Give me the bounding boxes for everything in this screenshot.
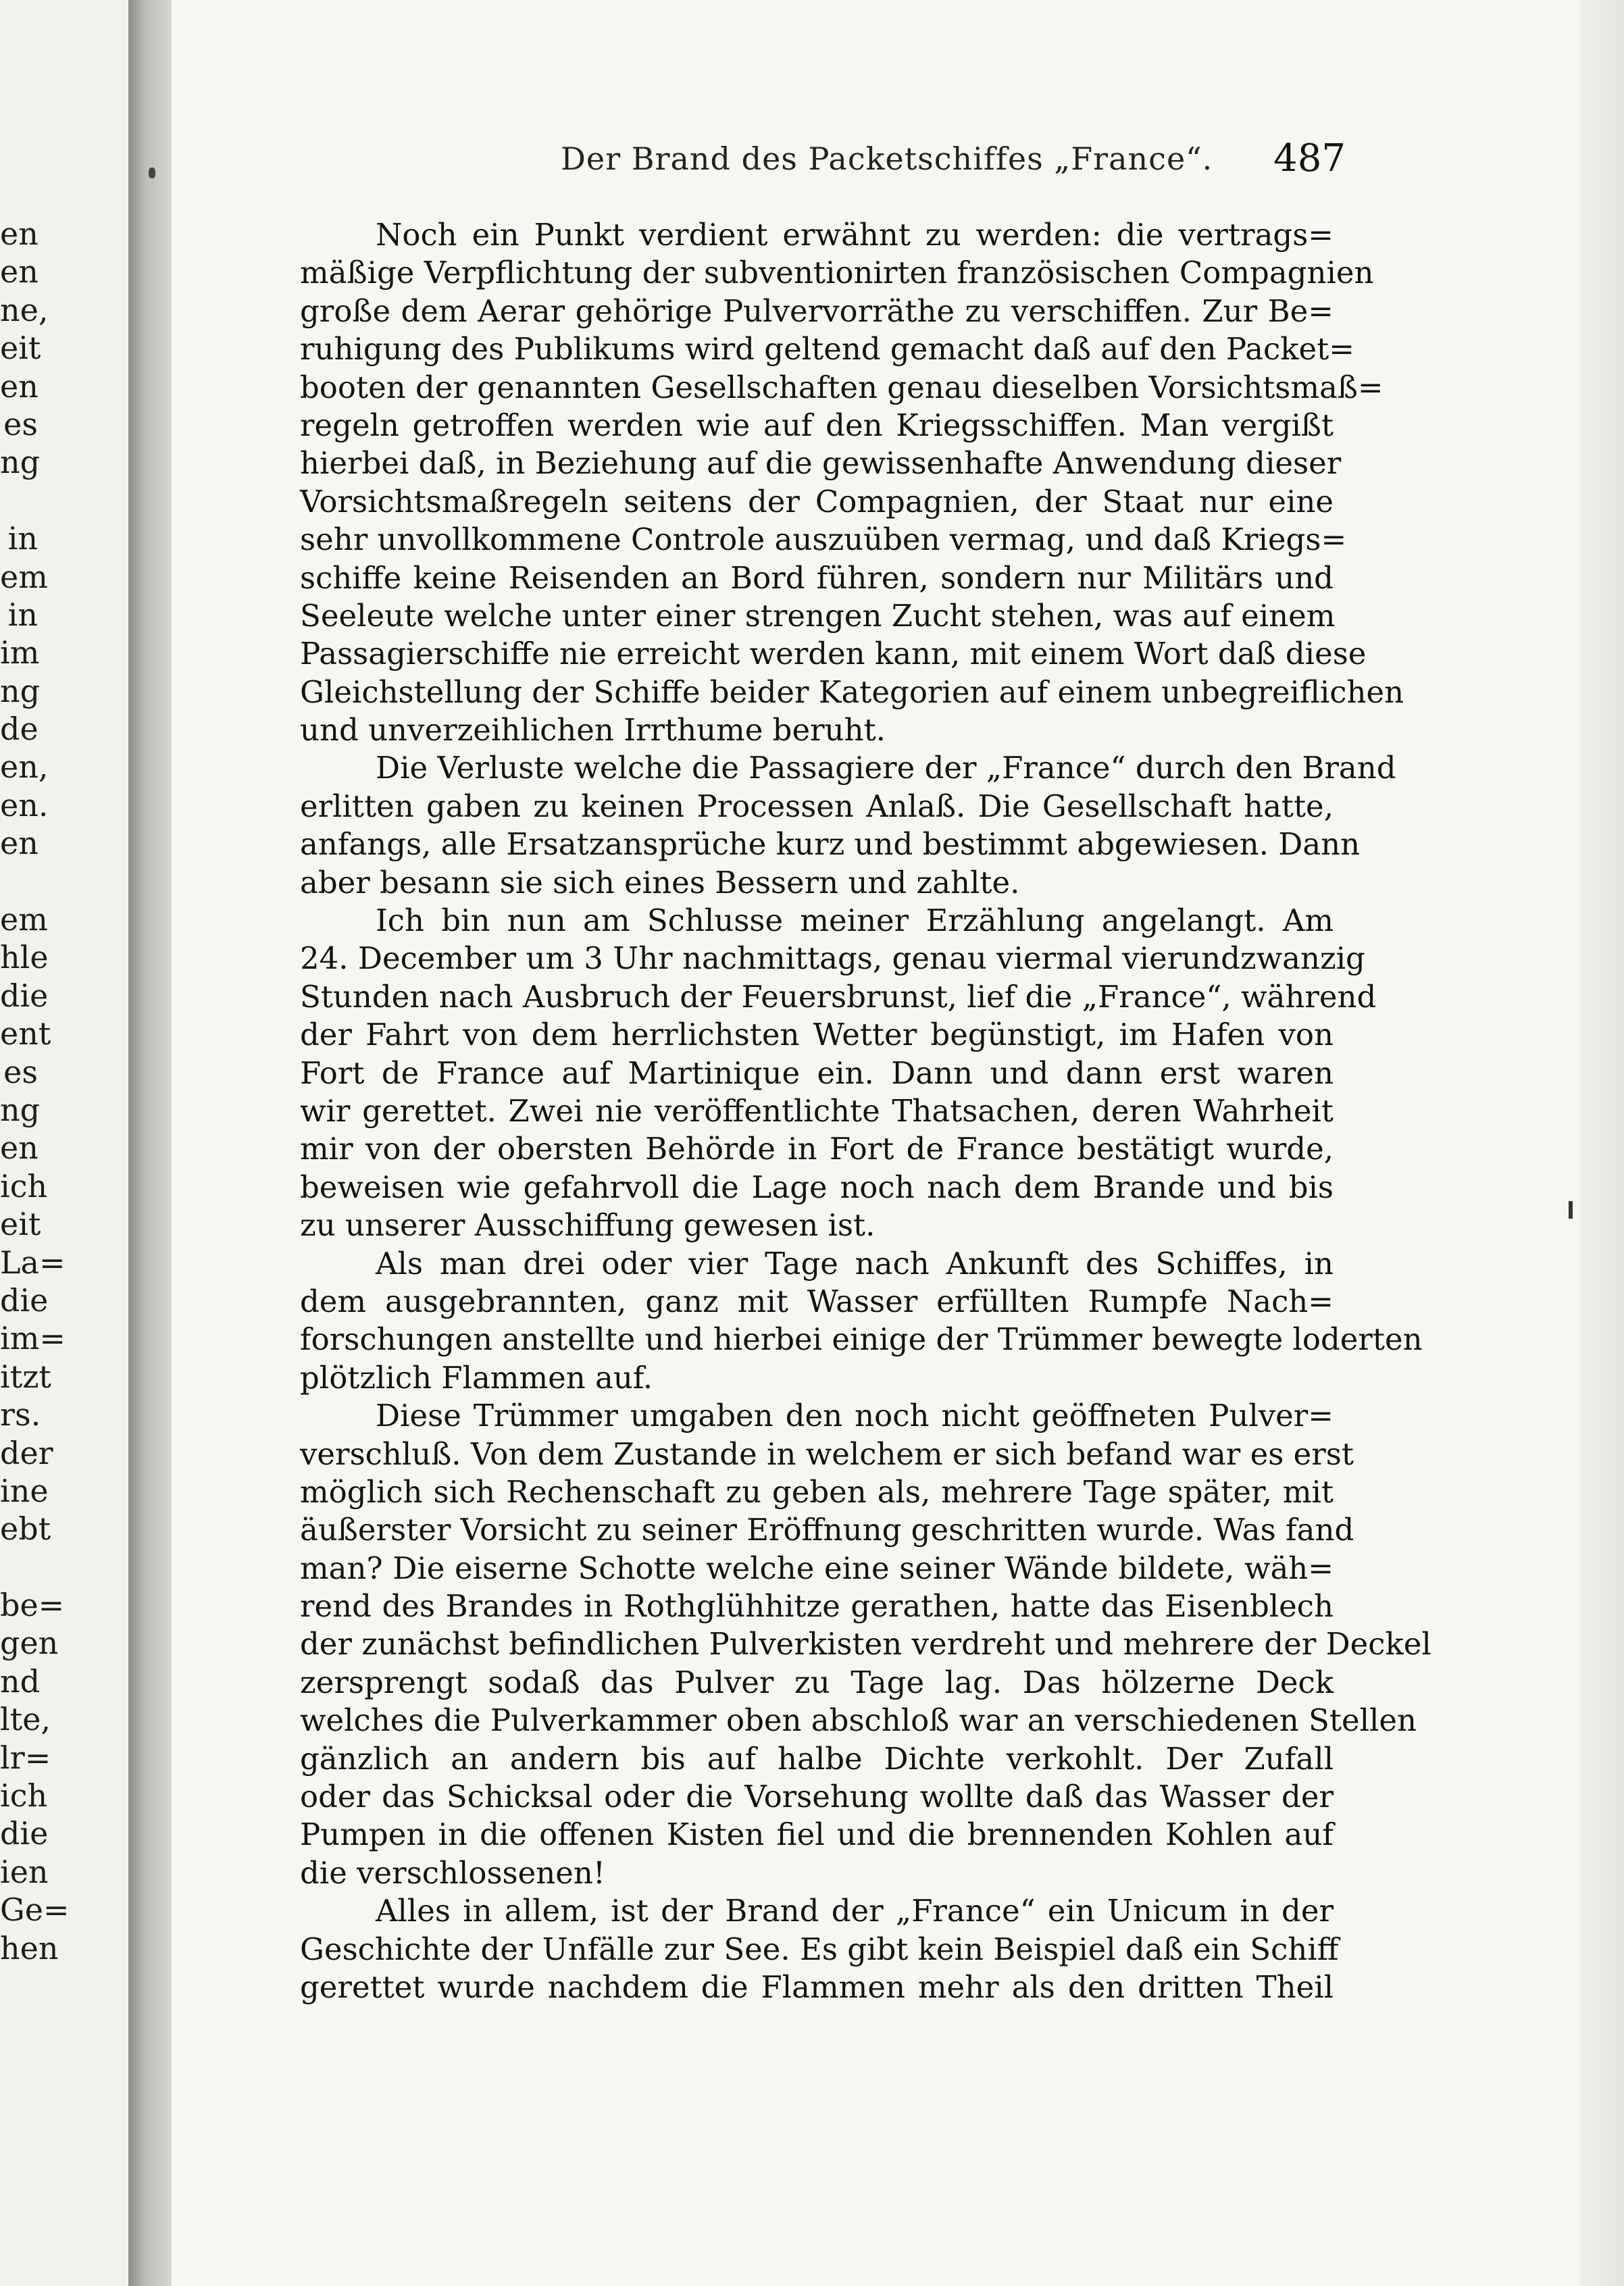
text-line: möglich sich Rechenschaft zu geben als, mehrere Tage später, mit bbox=[300, 1473, 1334, 1510]
previous-page-fragment: im bbox=[0, 634, 40, 671]
text-line: Passagierschiffe nie erreicht werden kann, mit einem Wort daß diese bbox=[300, 636, 1367, 672]
previous-page-fragment: en bbox=[0, 215, 39, 252]
book-gutter bbox=[128, 0, 172, 2286]
text-line: Als man drei oder vier Tage nach Ankunft des Schiffes, in bbox=[376, 1245, 1334, 1281]
text-line: hierbei daß, in Beziehung auf die gewissenhafte Anwendung dieser bbox=[300, 445, 1342, 482]
running-head: Der Brand des Packetschiffes „France“. bbox=[561, 141, 1213, 177]
previous-page-fragment: in bbox=[7, 596, 38, 633]
text-line: wir gerettet. Zwei nie veröffentlichte Thatsachen, deren Wahrheit bbox=[300, 1092, 1334, 1129]
previous-page-fragment: ng bbox=[0, 1091, 41, 1128]
text-line: der zunächst befindlichen Pulverkisten verdreht und mehrere der Deckel bbox=[300, 1626, 1431, 1662]
previous-page-fragment: hle bbox=[0, 939, 49, 976]
text-line: große dem Aerar gehörige Pulvervorräthe zu verschiffen. Zur Be= bbox=[300, 293, 1334, 329]
text-line: Seeleute welche unter einer strengen Zucht stehen, was auf einem bbox=[300, 597, 1336, 634]
text-line: regeln getroffen werden wie auf den Kriegsschiffen. Man vergißt bbox=[300, 407, 1334, 443]
previous-page-fragment: die bbox=[0, 1281, 49, 1319]
previous-page-fragment: em bbox=[0, 901, 48, 938]
text-line: Pumpen in die offenen Kisten fiel und die brennenden Kohlen auf bbox=[300, 1817, 1334, 1853]
previous-page-fragment: em bbox=[0, 558, 48, 595]
previous-page-fragment: ien bbox=[0, 1853, 49, 1890]
page-edge bbox=[1579, 0, 1624, 2286]
previous-page-fragment: ine bbox=[0, 1472, 49, 1509]
previous-page-fragment: en bbox=[0, 367, 39, 405]
text-line: schiffe keine Reisenden an Bord führen, sondern nur Militärs und bbox=[300, 559, 1334, 596]
text-line: Stunden nach Ausbruch der Feuersbrunst, lief die „France“, während bbox=[300, 978, 1377, 1015]
previous-page-fragment: ng bbox=[0, 444, 41, 481]
previous-page-fragment: ebt bbox=[0, 1510, 51, 1548]
previous-page-fragment: eit bbox=[0, 330, 41, 367]
previous-page-fragment bbox=[0, 863, 38, 900]
text-line: rend des Brandes in Rothglühhitze gerathen, hatte das Eisenblech bbox=[300, 1588, 1334, 1625]
text-line: Alles in allem, ist der Brand der „France“ ein Unicum in der bbox=[376, 1893, 1334, 1929]
previous-page-fragment: lte, bbox=[0, 1701, 51, 1738]
text-line: Fort de France auf Martinique ein. Dann und dann erst waren bbox=[300, 1055, 1334, 1091]
text-line: ruhigung des Publikums wird geltend gemacht daß auf den Packet= bbox=[300, 331, 1354, 367]
previous-page-fragment: en bbox=[0, 253, 39, 290]
text-line: gerettet wurde nachdem die Flammen mehr als den dritten Theil bbox=[300, 1968, 1334, 2005]
text-line: booten der genannten Gesellschaften genau dieselben Vorsichtsmaß= bbox=[300, 369, 1384, 405]
text-line: Gleichstellung der Schiffe beider Kategorien auf einem unbegreiflichen bbox=[300, 674, 1404, 710]
previous-page-fragment: de bbox=[0, 711, 39, 748]
previous-page-fragment: ne, bbox=[0, 291, 49, 328]
text-line: zersprengt sodaß das Pulver zu Tage lag. Das hölzerne Deck bbox=[300, 1664, 1334, 1700]
text-line: mir von der obersten Behörde in Fort de France bestätigt wurde, bbox=[300, 1131, 1334, 1167]
previous-page-fragment: die bbox=[0, 977, 49, 1014]
text-line: Vorsichtsmaßregeln seitens der Compagnien, der Staat nur eine bbox=[300, 483, 1334, 519]
previous-page-fragment bbox=[0, 482, 38, 519]
body-text bbox=[300, 216, 1431, 2006]
previous-page-fragment: ich bbox=[0, 1777, 48, 1814]
previous-page-fragment: itzt bbox=[0, 1358, 51, 1395]
previous-page-fragment: die bbox=[0, 1815, 49, 1852]
text-line: zu unserer Ausschiffung gewesen ist. bbox=[300, 1207, 876, 1244]
previous-page-fragment: be= bbox=[0, 1587, 65, 1624]
text-line: plötzlich Flammen auf. bbox=[300, 1359, 653, 1396]
previous-page-fragment: es bbox=[3, 1053, 38, 1090]
text-line: der Fahrt von dem herrlichsten Wetter begünstigt, im Hafen von bbox=[300, 1017, 1334, 1053]
previous-page-fragment: hen bbox=[0, 1929, 59, 1966]
previous-page-fragment: rs. bbox=[0, 1396, 41, 1433]
text-line: verschluß. Von dem Zustande in welchem er sich befand war es erst bbox=[300, 1436, 1354, 1472]
previous-page-fragment: im= bbox=[0, 1320, 66, 1357]
text-line: und unverzeihlichen Irrthume beruht. bbox=[300, 712, 886, 748]
previous-page-fragment: gen bbox=[0, 1625, 59, 1662]
previous-page-text-fragments bbox=[0, 215, 70, 1967]
text-line: anfangs, alle Ersatzansprüche kurz und bestimmt abgewiesen. Dann bbox=[300, 826, 1361, 863]
text-line: mäßige Verpflichtung der subventionirten französischen Compagnien bbox=[300, 255, 1374, 291]
ink-speck bbox=[149, 168, 155, 178]
previous-page-fragment: La= bbox=[0, 1244, 66, 1281]
previous-page-fragment: ent bbox=[0, 1015, 51, 1052]
previous-page bbox=[0, 0, 128, 2286]
previous-page-fragment: ich bbox=[0, 1167, 48, 1204]
previous-page-fragment: lr= bbox=[0, 1739, 51, 1776]
margin-mark bbox=[1569, 1201, 1573, 1219]
previous-page-fragment: en, bbox=[0, 748, 49, 786]
previous-page-fragment bbox=[0, 1548, 38, 1586]
previous-page-fragment: eit bbox=[0, 1206, 41, 1243]
text-line: die verschlossenen! bbox=[300, 1854, 605, 1891]
previous-page-fragment: in bbox=[7, 520, 38, 557]
text-line: Die Verluste welche die Passagiere der „France“ durch den Brand bbox=[376, 750, 1396, 786]
text-line: Ich bin nun am Schlusse meiner Erzählung angelangt. Am bbox=[376, 903, 1334, 939]
previous-page-fragment: der bbox=[0, 1434, 53, 1471]
text-line: sehr unvollkommene Controle auszuüben vermag, und daß Kriegs= bbox=[300, 522, 1347, 558]
text-line: man? Die eiserne Schotte welche eine seiner Wände bildete, wäh= bbox=[300, 1550, 1334, 1586]
text-line: dem ausgebrannten, ganz mit Wasser erfüllten Rumpfe Nach= bbox=[300, 1283, 1334, 1319]
text-line: aber besann sie sich eines Bessern und zahlte. bbox=[300, 864, 1020, 900]
previous-page-fragment: en bbox=[0, 825, 39, 862]
text-line: 24. December um 3 Uhr nachmittags, genau viermal vierundzwanzig bbox=[300, 940, 1365, 977]
previous-page-fragment: ng bbox=[0, 672, 41, 709]
text-line: Diese Trümmer umgaben den noch nicht geöffneten Pulver= bbox=[376, 1398, 1334, 1434]
previous-page-fragment: es bbox=[3, 405, 38, 442]
text-line: Noch ein Punkt verdient erwähnt zu werden: die vertrags= bbox=[376, 217, 1334, 253]
previous-page-fragment: Ge= bbox=[0, 1891, 70, 1929]
previous-page-fragment: nd bbox=[0, 1662, 41, 1700]
previous-page-fragment: en bbox=[0, 1129, 39, 1167]
text-line: forschungen anstellte und hierbei einige der Trümmer bewegte loderten bbox=[300, 1321, 1423, 1358]
page-number: 487 bbox=[1273, 136, 1346, 180]
text-line: welches die Pulverkammer oben abschloß war an verschiedenen Stellen bbox=[300, 1702, 1417, 1739]
text-line: äußerster Vorsicht zu seiner Eröffnung geschritten wurde. Was fand bbox=[300, 1512, 1354, 1548]
text-line: beweisen wie gefahrvoll die Lage noch nach dem Brande und bis bbox=[300, 1169, 1334, 1205]
text-line: gänzlich an andern bis auf halbe Dichte verkohlt. Der Zufall bbox=[300, 1740, 1334, 1777]
text-line: erlitten gaben zu keinen Processen Anlaß. Die Gesellschaft hatte, bbox=[300, 788, 1334, 824]
previous-page-fragment: en. bbox=[0, 786, 49, 823]
text-line: Geschichte der Unfälle zur See. Es gibt kein Beispiel daß ein Schiff bbox=[300, 1931, 1339, 1967]
text-line: oder das Schicksal oder die Vorsehung wollte daß das Wasser der bbox=[300, 1779, 1334, 1815]
